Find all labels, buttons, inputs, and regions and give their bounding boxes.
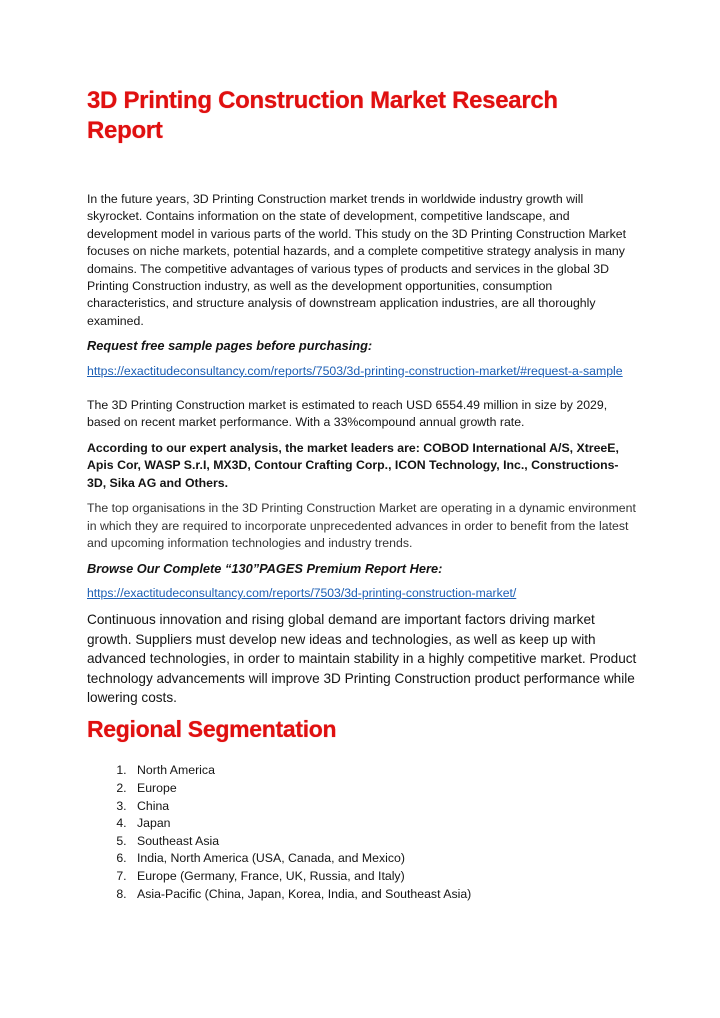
- intro-paragraph: In the future years, 3D Printing Construction market trends in worldwide industry growth will skyrocket. Contains information on the state of development, competitive landscape, and development model in various parts of the world. This study on the 3D Printing Construction Market focuses on niche markets, potential hazards, and a complete competitive strategy analysis in many domains. The competitive advantages of various types of products and services in the global 3D Printing Construction industry, as well as the development opportunities, consumption characteristics, and structure analysis of downstream application industries, are all thoroughly examined.: [87, 192, 627, 328]
- browse-report-label: Browse Our Complete “130”PAGES Premium Report Here:: [87, 560, 443, 576]
- list-item: 3. China: [130, 798, 637, 816]
- list-item: 5. Southeast Asia: [130, 833, 637, 851]
- list-item: 4. Japan: [130, 815, 637, 833]
- top-organisations-paragraph: The top organisations in the 3D Printing Construction Market are operating in a dynamic environment in which they are required to incorporate unprecedented advances in order to benefit from the latest and upcoming information technologies and industry trends.: [87, 501, 636, 551]
- list-item: 2. Europe: [130, 780, 637, 798]
- document-page: [87, 86, 637, 903]
- list-item: 6. India, North America (USA, Canada, and Mexico): [130, 850, 637, 868]
- list-item: 7. Europe (Germany, France, UK, Russia, and Italy): [130, 868, 637, 886]
- browse-report-link[interactable]: https://exactitudeconsultancy.com/reports/7503/3d-printing-construction-market/: [87, 586, 517, 601]
- list-item: 8. Asia-Pacific (China, Japan, Korea, India, and Southeast Asia): [130, 886, 637, 904]
- regional-segmentation-list: [87, 762, 637, 903]
- list-item: 1. North America: [130, 762, 637, 780]
- sample-request-link[interactable]: https://exactitudeconsultancy.com/reports/7503/3d-printing-construction-market/#request-a-sample: [87, 363, 623, 378]
- innovation-paragraph: Continuous innovation and rising global demand are important factors driving market growth. Suppliers must develop new ideas and technologies, as well as keep up with advanced technologies, in order to maintain stability in a highly competitive market. Product technology advancements will improve 3D Printing Construction product performance while lowering costs.: [87, 612, 637, 705]
- market-leaders-paragraph: According to our expert analysis, the market leaders are: COBOD International A/S, XtreeE, Apis Cor, WASP S.r.I, MX3D, Contour Crafting Corp., ICON Technology, Inc., Constructions-3D, Sika AG and Others.: [87, 440, 619, 490]
- regional-segmentation-heading: Regional Segmentation: [87, 716, 337, 743]
- market-estimate-paragraph: The 3D Printing Construction market is estimated to reach USD 6554.49 million in size by 2029, based on recent market performance. With a 33%compound annual growth rate.: [87, 398, 608, 430]
- sample-request-label: Request free sample pages before purchasing:: [87, 338, 373, 354]
- report-title: 3D Printing Construction Market Research Report: [87, 87, 558, 144]
